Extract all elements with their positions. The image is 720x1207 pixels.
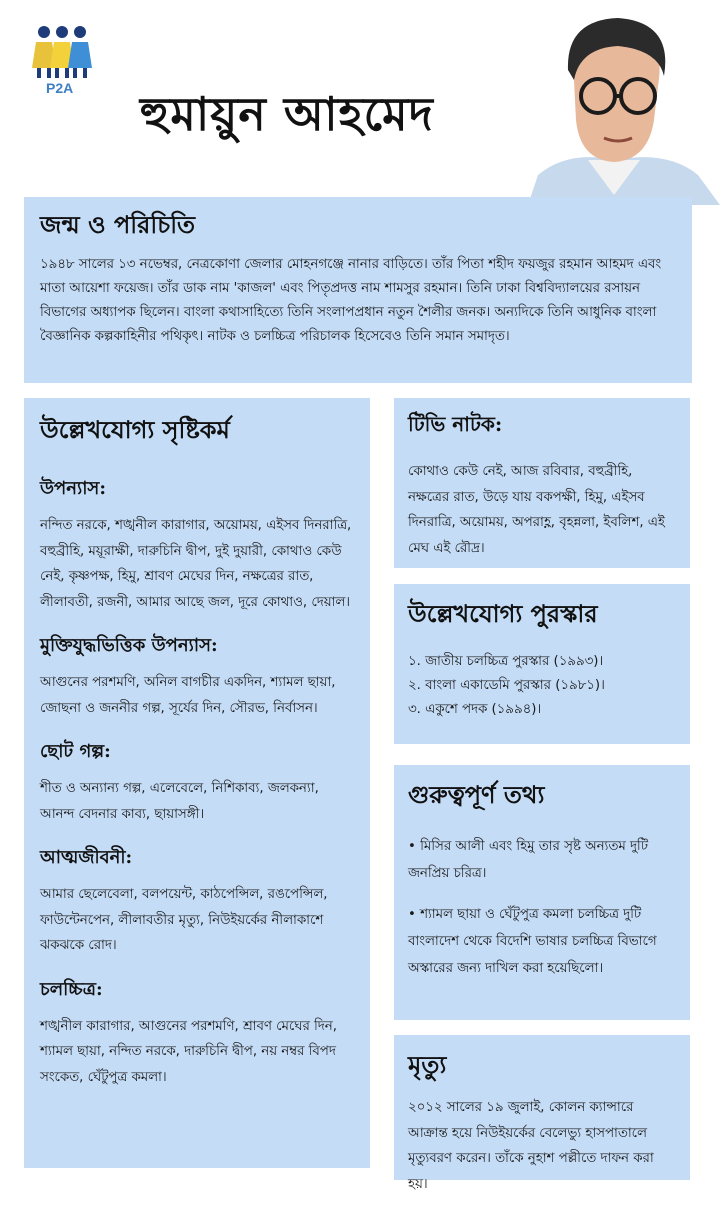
short-stories-title: ছোট গল্প: <box>40 741 111 762</box>
films-title: চলচ্চিত্র: <box>40 978 103 1000</box>
awards-heading: উল্লেখযোগ্য পুরস্কার <box>408 599 598 628</box>
award-item: ৩. একুশে পদক (১৯৯৪)। <box>408 702 542 717</box>
awards-panel <box>394 584 690 744</box>
intro-heading: জন্ম ও পরিচিতি <box>40 210 196 239</box>
autobiography-text: আমার ছেলেবেলা, বলপয়েন্ট, কাঠপেন্সিল, রঙপেন্সিল, ফাউন্টেনপেন, লীলাবতীর মৃত্যু, নিউইয়র্কের নীলাকাশে ঝকঝকে রোদ। <box>40 887 328 953</box>
portrait-illustration <box>508 10 720 205</box>
autobiography-title: আত্মজীবনী: <box>40 847 133 868</box>
fact-item: • মিসির আলী এবং হিমু তার সৃষ্ট অন্যতম দুটি জনপ্রিয় চরিত্র। <box>408 839 648 881</box>
tv-panel <box>394 398 690 568</box>
tv-text: কোথাও কেউ নেই, আজ রবিবার, বহুব্রীহি, নক্ষত্রের রাত, উড়ে যায় বকপক্ষী, হিমু, এইসব দিনরাত্রি, অয়োময়, অপরাহ্ণ, বৃহন্নলা, ইবলিশ, এই মেঘ এই রৌদ্র। <box>408 464 665 556</box>
liberation-novels-text: আগুনের পরশমণি, অনিল বাগচীর একদিন, শ্যামল ছায়া, জোছনা ও জননীর গল্প, সূর্যের দিন, সৌরভ, নির্বাসন। <box>40 675 336 716</box>
novels-title: উপন্যাস: <box>40 478 106 499</box>
liberation-novels-title: মুক্তিযুদ্ধভিত্তিক উপন্যাস: <box>40 635 218 656</box>
facts-panel <box>394 765 690 1020</box>
logo-label: P2A <box>46 80 74 96</box>
films-text: শঙ্খনীল কারাগার, আগুনের পরশমণি, শ্রাবণ মেঘের দিন, শ্যামল ছায়া, নন্দিত নরকে, দারুচিনি দ্বীপ, নয় নম্বর বিপদ সংকেত, ঘেঁটুপুত্র কমলা। <box>40 1018 337 1085</box>
fact-item: • শ্যামল ছায়া ও ঘেঁটুপুত্র কমলা চলচ্চিত্র দুটি বাংলাদেশ থেকে বিদেশি ভাষার চলচ্চিত্র বিভাগে অস্কারের জন্য দাখিল করা হয়েছিলো। <box>408 907 657 976</box>
page-title: হুমায়ুন আহমেদ <box>140 87 434 141</box>
award-item: ১. জাতীয় চলচ্চিত্র পুরস্কার (১৯৯৩)। <box>408 654 604 669</box>
death-panel <box>394 1035 690 1192</box>
death-text: ২০১২ সালের ১৯ জুলাই, কোলন ক্যান্সারে আক্রান্ত হয়ে নিউইয়র্কের বেলেভ্যু হাসপাতালে মৃত্যুবরণ করেন। তাঁকে নুহাশ পল্লীতে দাফন করা হয়। <box>408 1100 654 1192</box>
facts-heading: গুরুত্বপূর্ণ তথ্য <box>408 780 545 809</box>
death-heading: মৃত্যু <box>408 1050 447 1079</box>
award-item: ২. বাংলা একাডেমি পুরস্কার (১৯৮১)। <box>408 678 605 693</box>
tv-heading: টিভি নাটক: <box>408 412 503 436</box>
novels-text: নন্দিত নরকে, শঙ্খনীল কারাগার, অয়োময়, এইসব দিনরাত্রি, বহুব্রীহি, ময়ূরাক্ষী, দারুচিনি দ্বীপ, দুই দুয়ারী, কোথাও কেউ নেই, কৃষ্ণপক্ষ, হিমু, শ্রাবণ মেঘের দিন, নক্ষত্রের রাত, লীলাবতী, রজনী, আমার আছে জল, দূরে কোথাও, দেয়াল। <box>40 518 352 610</box>
intro-panel <box>24 197 692 383</box>
works-panel <box>24 398 370 1168</box>
works-heading: উল্লেখযোগ্য সৃষ্টিকর্ম <box>40 415 230 444</box>
intro-text: ১৯৪৮ সালের ১৩ নভেম্বর, নেত্রকোণা জেলার মোহনগঞ্জে নানার বাড়িতে। তাঁর পিতা শহীদ ফয়জুর রহমান আহমদ এবং মাতা আয়েশা ফয়েজ। তাঁর ডাক নাম 'কাজল' এবং পিতৃপ্রদত্ত নাম শামসুর রহমান। তিনি ঢাকা বিশ্ববিদ্যালয়ের রসায়ন বিভাগের অধ্যাপক ছিলেন। বাংলা কথাসাহিত্যে তিনি সংলাপপ্রধান নতুন শৈলীর জনক। অন্যদিকে তিনি আধুনিক বাংলা বৈজ্ঞানিক কল্পকাহিনীর পথিকৃৎ। নাটক ও চলচ্চিত্র পরিচালক হিসেবেও তিনি সমান সমাদৃত। <box>40 257 662 344</box>
short-stories-text: শীত ও অন্যান্য গল্প, এলেবেলে, নিশিকাব্য, জলকন্যা, আনন্দ বেদনার কাব্য, ছায়াসঙ্গী। <box>40 781 319 822</box>
